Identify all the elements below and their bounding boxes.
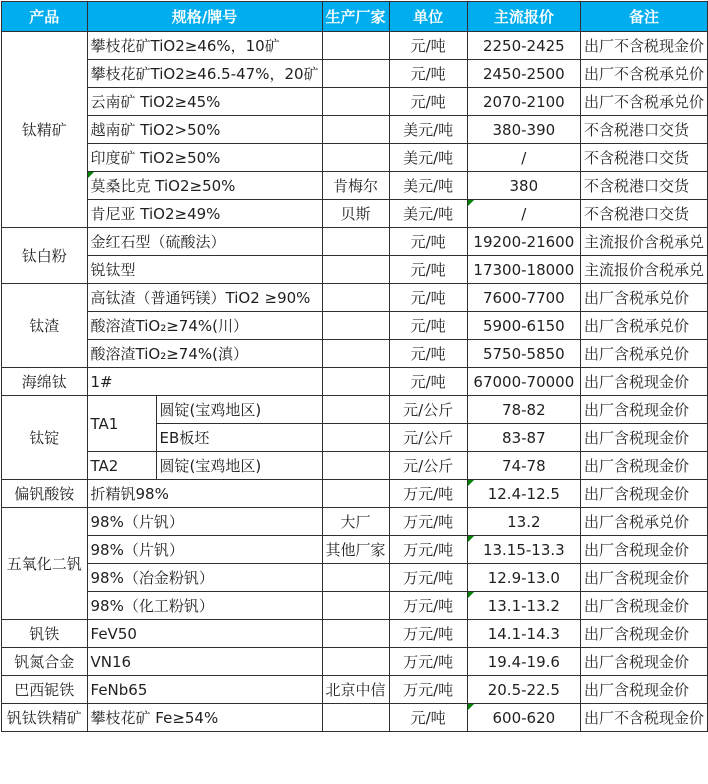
header-note: 备注 — [580, 2, 707, 32]
spec-cell: 1# — [87, 368, 322, 396]
price-cell: 19200-21600 — [467, 228, 580, 256]
unit-cell: 美元/吨 — [389, 200, 467, 228]
table-row — [2, 340, 708, 368]
note-cell: 出厂不含税现金价 — [580, 704, 707, 732]
price-cell: 2250-2425 — [467, 32, 580, 60]
unit-cell: 元/吨 — [389, 704, 467, 732]
manufacturer-cell — [322, 144, 389, 172]
unit-cell: 万元/吨 — [389, 648, 467, 676]
note-cell: 主流报价含税承兑 — [580, 256, 707, 284]
price-cell: 5750-5850 — [467, 340, 580, 368]
manufacturer-cell: 肯梅尔 — [322, 172, 389, 200]
spec-cell: 98%（化工粉钒） — [87, 592, 322, 620]
unit-cell: 万元/吨 — [389, 536, 467, 564]
price-cell: 17300-18000 — [467, 256, 580, 284]
price-cell: 20.5-22.5 — [467, 676, 580, 704]
note-cell: 出厂含税现金价 — [580, 592, 707, 620]
header-row — [2, 2, 708, 32]
table-row — [2, 200, 708, 228]
price-cell: / — [467, 200, 580, 228]
unit-cell: 美元/吨 — [389, 172, 467, 200]
manufacturer-cell — [322, 256, 389, 284]
spec-cell: 圆锭(宝鸡地区) — [156, 452, 322, 480]
product-cell: 巴西铌铁 — [2, 676, 88, 704]
spec-cell: 肯尼亚 TiO2≥49% — [87, 200, 322, 228]
manufacturer-cell — [322, 312, 389, 340]
note-cell: 出厂含税现金价 — [580, 424, 707, 452]
unit-cell: 万元/吨 — [389, 676, 467, 704]
spec-cell: 金红石型（硫酸法） — [87, 228, 322, 256]
table-row — [2, 144, 708, 172]
table-row — [2, 704, 708, 732]
table-row — [2, 620, 708, 648]
price-cell: / — [467, 144, 580, 172]
note-cell: 出厂含税现金价 — [580, 676, 707, 704]
table-row — [2, 88, 708, 116]
spec-cell: 越南矿 TiO2>50% — [87, 116, 322, 144]
price-cell: 380 — [467, 172, 580, 200]
header-unit: 单位 — [389, 2, 467, 32]
note-cell: 出厂含税现金价 — [580, 536, 707, 564]
note-cell: 出厂含税承兑价 — [580, 284, 707, 312]
table-row — [2, 172, 708, 200]
price-cell: 67000-70000 — [467, 368, 580, 396]
unit-cell: 万元/吨 — [389, 564, 467, 592]
spec-cell: 攀枝花矿TiO2≥46.5-47%，20矿 — [87, 60, 322, 88]
spec-cell: 98%（冶金粉钒） — [87, 564, 322, 592]
product-cell: 海绵钛 — [2, 368, 88, 396]
product-cell: 钒钛铁精矿 — [2, 704, 88, 732]
table-row — [2, 284, 708, 312]
table-row — [2, 452, 708, 480]
table-row — [2, 508, 708, 536]
unit-cell: 万元/吨 — [389, 480, 467, 508]
manufacturer-cell — [322, 228, 389, 256]
manufacturer-cell: 北京中信 — [322, 676, 389, 704]
table-row — [2, 256, 708, 284]
note-cell: 出厂含税承兑价 — [580, 508, 707, 536]
manufacturer-cell: 大厂 — [322, 508, 389, 536]
spec-cell: 圆锭(宝鸡地区) — [156, 396, 322, 424]
price-cell: 78-82 — [467, 396, 580, 424]
note-cell: 出厂含税现金价 — [580, 368, 707, 396]
product-cell: 钛精矿 — [2, 32, 88, 228]
unit-cell: 万元/吨 — [389, 508, 467, 536]
grade-cell: TA1 — [87, 396, 156, 452]
manufacturer-cell — [322, 620, 389, 648]
manufacturer-cell — [322, 88, 389, 116]
note-cell: 不含税港口交货 — [580, 200, 707, 228]
manufacturer-cell — [322, 648, 389, 676]
price-cell: 7600-7700 — [467, 284, 580, 312]
unit-cell: 元/吨 — [389, 284, 467, 312]
table-row — [2, 564, 708, 592]
spec-cell: 98%（片钒） — [87, 508, 322, 536]
note-cell: 主流报价含税承兑 — [580, 228, 707, 256]
manufacturer-cell — [322, 60, 389, 88]
spec-cell: FeNb65 — [87, 676, 322, 704]
unit-cell: 元/吨 — [389, 256, 467, 284]
table-row — [2, 648, 708, 676]
price-cell: 380-390 — [467, 116, 580, 144]
manufacturer-cell — [322, 368, 389, 396]
price-cell: 5900-6150 — [467, 312, 580, 340]
price-cell: 2070-2100 — [467, 88, 580, 116]
note-cell: 不含税港口交货 — [580, 172, 707, 200]
table-row — [2, 676, 708, 704]
spec-cell: 云南矿 TiO2≥45% — [87, 88, 322, 116]
table-row — [2, 536, 708, 564]
unit-cell: 元/吨 — [389, 340, 467, 368]
manufacturer-cell — [322, 396, 389, 424]
unit-cell: 元/吨 — [389, 88, 467, 116]
table-row — [2, 116, 708, 144]
price-cell: 12.9-13.0 — [467, 564, 580, 592]
price-cell: 12.4-12.5 — [467, 480, 580, 508]
unit-cell: 元/公斤 — [389, 424, 467, 452]
grade-cell: TA2 — [87, 452, 156, 480]
price-cell: 13.15-13.3 — [467, 536, 580, 564]
note-cell: 出厂含税现金价 — [580, 480, 707, 508]
manufacturer-cell — [322, 564, 389, 592]
note-cell: 不含税港口交货 — [580, 116, 707, 144]
unit-cell: 美元/吨 — [389, 116, 467, 144]
price-cell: 14.1-14.3 — [467, 620, 580, 648]
unit-cell: 元/吨 — [389, 60, 467, 88]
price-cell: 600-620 — [467, 704, 580, 732]
unit-cell: 美元/吨 — [389, 144, 467, 172]
header-spec: 规格/牌号 — [87, 2, 322, 32]
note-cell: 不含税港口交货 — [580, 144, 707, 172]
note-cell: 出厂含税现金价 — [580, 648, 707, 676]
spec-cell: 高钛渣（普通钙镁）TiO2 ≥90% — [87, 284, 322, 312]
note-cell: 出厂含税承兑价 — [580, 340, 707, 368]
table-row — [2, 396, 708, 424]
manufacturer-cell: 贝斯 — [322, 200, 389, 228]
note-cell: 出厂含税现金价 — [580, 452, 707, 480]
unit-cell: 万元/吨 — [389, 592, 467, 620]
table-row — [2, 312, 708, 340]
unit-cell: 元/吨 — [389, 312, 467, 340]
spec-cell: 印度矿 TiO2≥50% — [87, 144, 322, 172]
unit-cell: 元/吨 — [389, 32, 467, 60]
table-row — [2, 32, 708, 60]
price-cell: 2450-2500 — [467, 60, 580, 88]
price-cell: 13.2 — [467, 508, 580, 536]
price-cell: 83-87 — [467, 424, 580, 452]
price-cell: 74-78 — [467, 452, 580, 480]
unit-cell: 万元/吨 — [389, 620, 467, 648]
product-cell: 钛锭 — [2, 396, 88, 480]
spec-cell: 莫桑比克 TiO2≥50% — [87, 172, 322, 200]
spec-cell: EB板坯 — [156, 424, 322, 452]
table-row — [2, 228, 708, 256]
note-cell: 出厂含税现金价 — [580, 564, 707, 592]
note-cell: 出厂含税现金价 — [580, 396, 707, 424]
unit-cell: 元/吨 — [389, 228, 467, 256]
spec-cell: 折精钒98% — [87, 480, 322, 508]
table-row — [2, 368, 708, 396]
spec-cell: FeV50 — [87, 620, 322, 648]
price-cell: 19.4-19.6 — [467, 648, 580, 676]
unit-cell: 元/公斤 — [389, 396, 467, 424]
titanium-vanadium-price-table — [1, 1, 708, 732]
spec-cell: VN16 — [87, 648, 322, 676]
manufacturer-cell — [322, 116, 389, 144]
manufacturer-cell: 其他厂家 — [322, 536, 389, 564]
header-product: 产品 — [2, 2, 88, 32]
spec-cell: 酸溶渣TiO₂≥74%(川） — [87, 312, 322, 340]
manufacturer-cell — [322, 704, 389, 732]
product-cell: 钛渣 — [2, 284, 88, 368]
manufacturer-cell — [322, 340, 389, 368]
manufacturer-cell — [322, 480, 389, 508]
spec-cell: 锐钛型 — [87, 256, 322, 284]
spec-cell: 攀枝花矿 Fe≥54% — [87, 704, 322, 732]
product-cell: 钛白粉 — [2, 228, 88, 284]
price-table-sheet — [0, 1, 708, 784]
spec-cell: 攀枝花矿TiO2≥46%，10矿 — [87, 32, 322, 60]
header-manufacturer: 生产厂家 — [322, 2, 389, 32]
price-cell: 13.1-13.2 — [467, 592, 580, 620]
product-cell: 五氧化二钒 — [2, 508, 88, 620]
product-cell: 钒氮合金 — [2, 648, 88, 676]
manufacturer-cell — [322, 452, 389, 480]
product-cell: 钒铁 — [2, 620, 88, 648]
table-row — [2, 60, 708, 88]
manufacturer-cell — [322, 424, 389, 452]
spec-cell: 98%（片钒） — [87, 536, 322, 564]
manufacturer-cell — [322, 32, 389, 60]
unit-cell: 元/吨 — [389, 368, 467, 396]
manufacturer-cell — [322, 284, 389, 312]
table-row — [2, 480, 708, 508]
note-cell: 出厂含税承兑价 — [580, 312, 707, 340]
unit-cell: 元/公斤 — [389, 452, 467, 480]
note-cell: 出厂不含税承兑价 — [580, 88, 707, 116]
spec-cell: 酸溶渣TiO₂≥74%(滇） — [87, 340, 322, 368]
table-row — [2, 592, 708, 620]
note-cell: 出厂含税现金价 — [580, 620, 707, 648]
header-price: 主流报价 — [467, 2, 580, 32]
note-cell: 出厂不含税承兑价 — [580, 60, 707, 88]
manufacturer-cell — [322, 592, 389, 620]
product-cell: 偏钒酸铵 — [2, 480, 88, 508]
note-cell: 出厂不含税现金价 — [580, 32, 707, 60]
